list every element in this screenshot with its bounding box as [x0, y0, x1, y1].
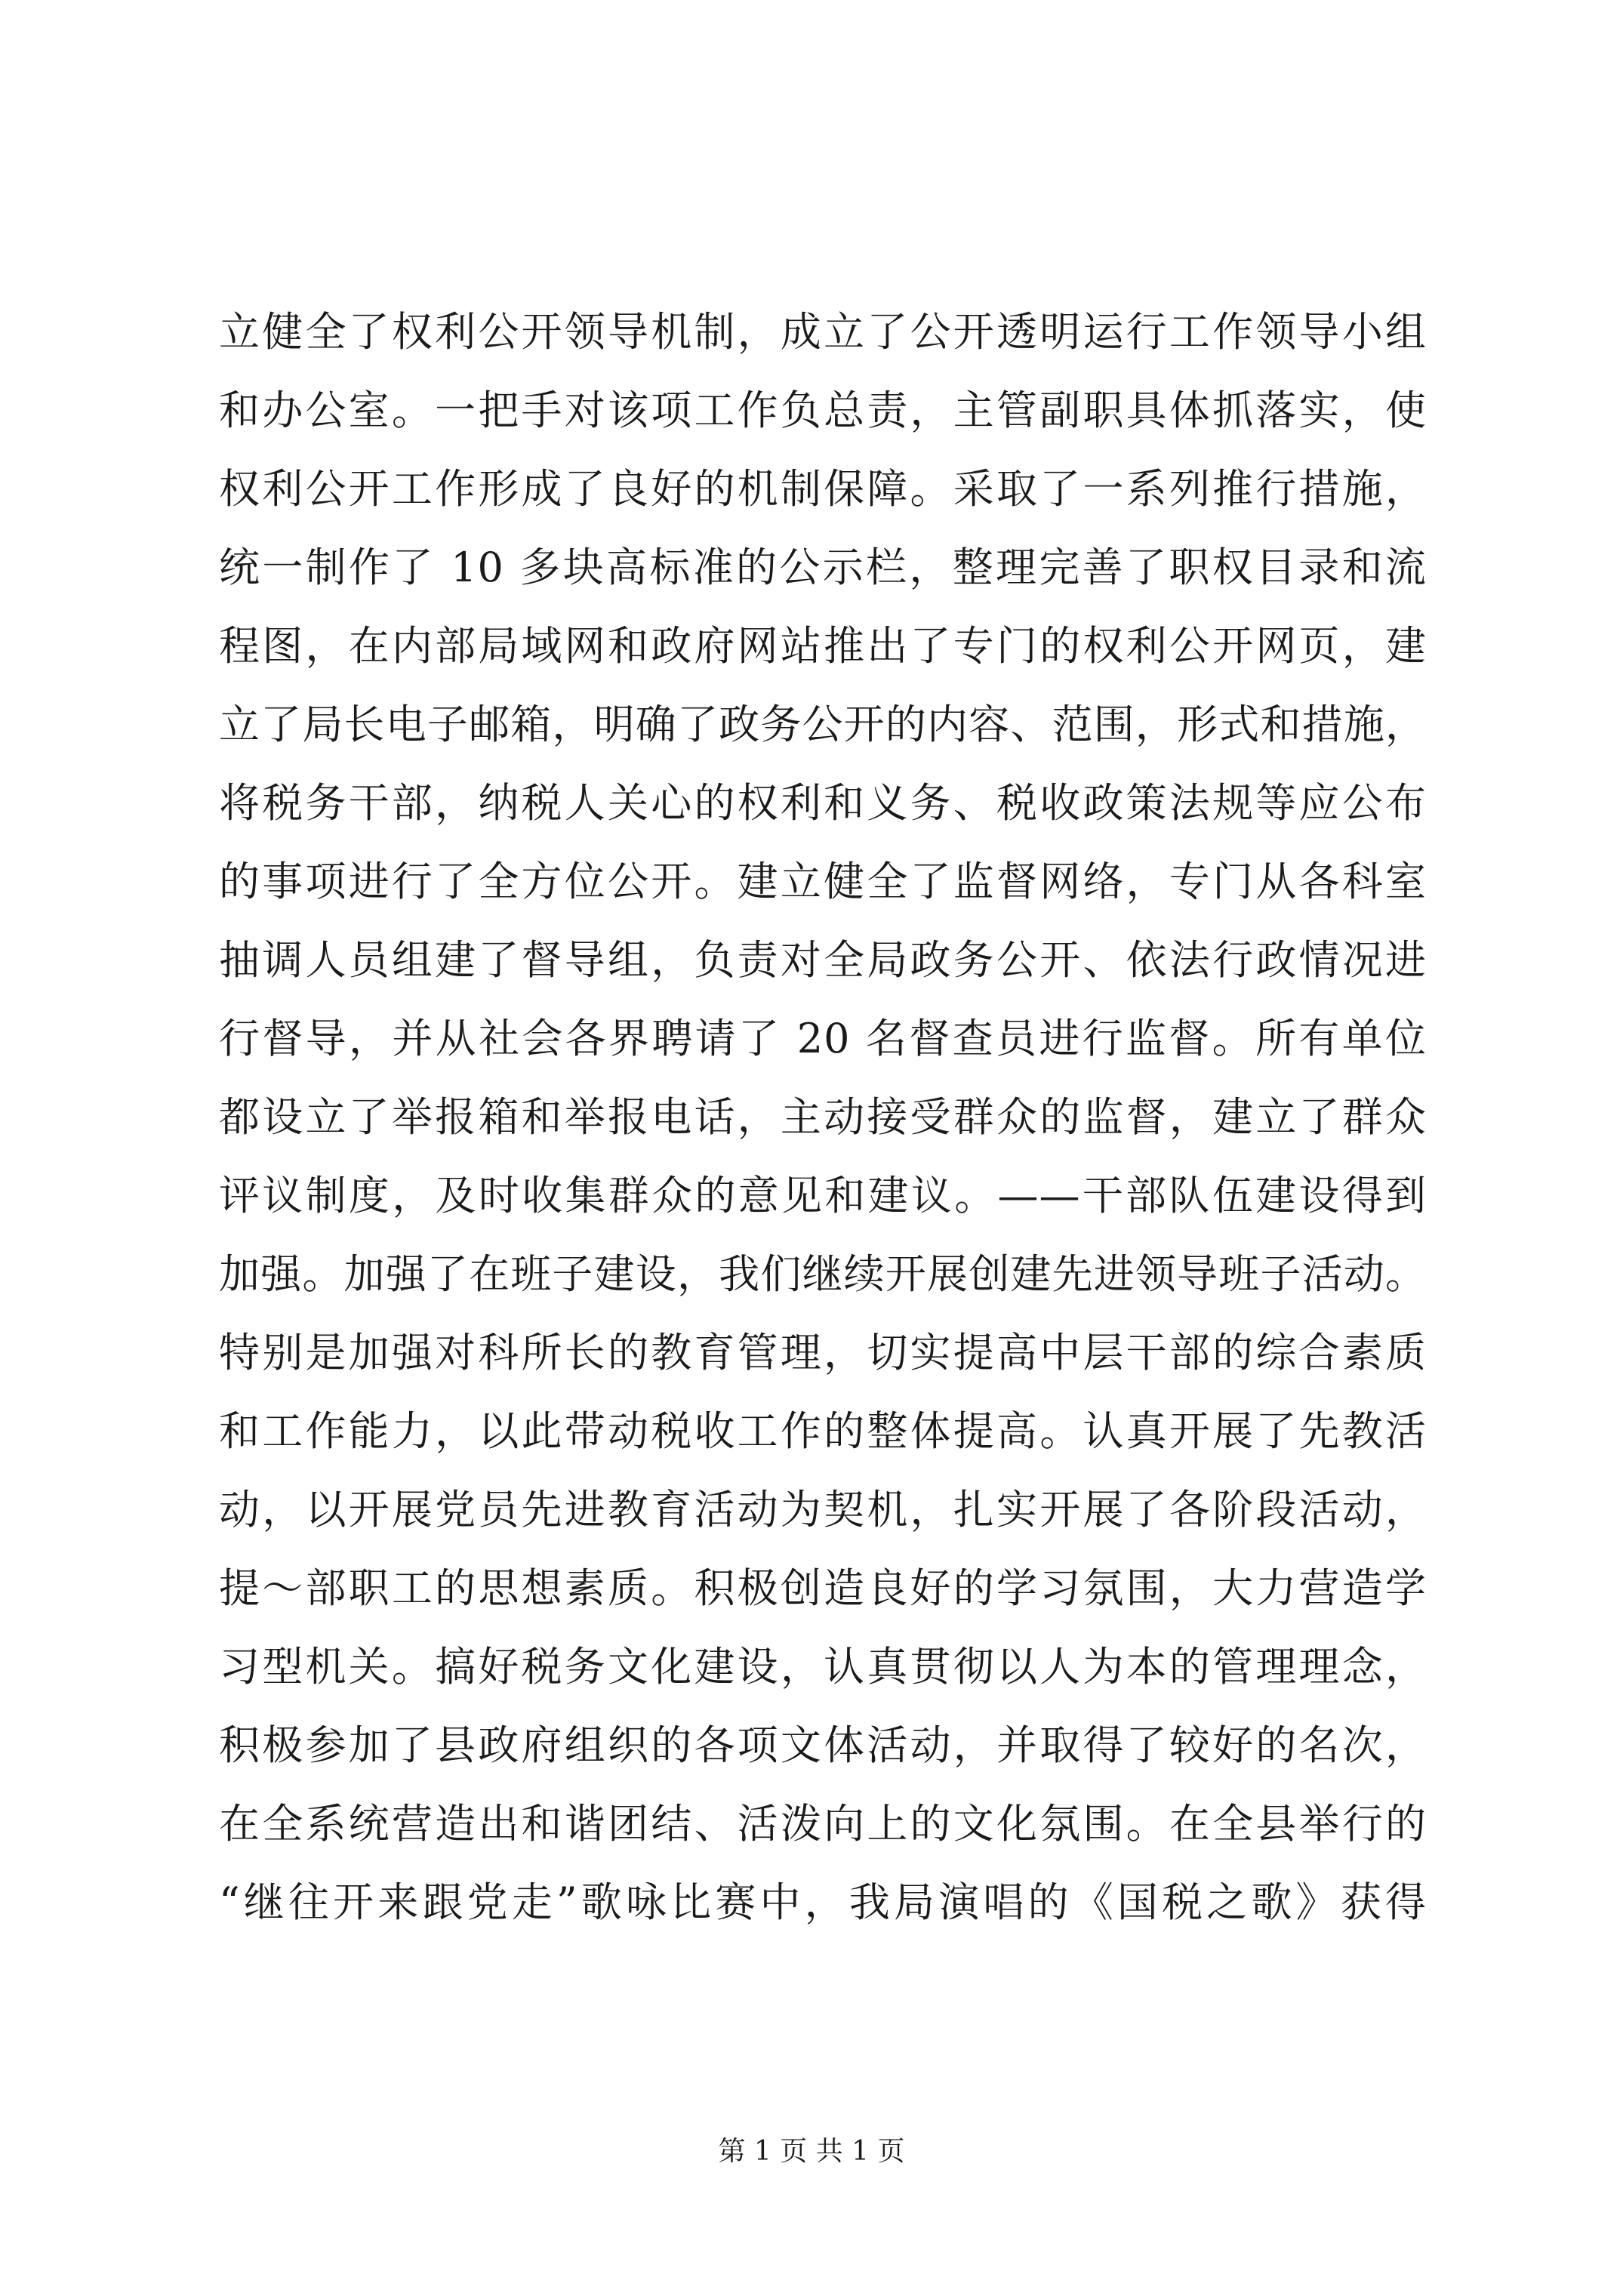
text-line: 加强。加强了在班子建设，我们继续开展创建先进领导班子活动。 [219, 1250, 1427, 1298]
text-line: 将税务干部，纳税人关心的权利和义务、税收政策法规等应公布 [219, 779, 1427, 827]
text-line: 的事项进行了全方位公开。建立健全了监督网络，专门从各科室 [219, 858, 1427, 905]
text-line: 动，以开展党员先进教育活动为契机，扎实开展了各阶段活动， [219, 1486, 1427, 1533]
text-line: 行督导，并从社会各界聘请了 20 名督查员进行监督。所有单位 [219, 1015, 1427, 1062]
text-line: 程图，在内部局域网和政府网站推出了专门的权利公开网页，建 [219, 622, 1427, 670]
text-line: 在全系统营造出和谐团结、活泼向上的文化氛围。在全县举行的 [219, 1800, 1427, 1848]
text-line: 统一制作了 10 多块高标准的公示栏，整理完善了职权目录和流 [219, 544, 1427, 591]
text-line: 权利公开工作形成了良好的机制保障。采取了一系列推行措施， [219, 465, 1427, 513]
text-line: 和工作能力，以此带动税收工作的整体提高。认真开展了先教活 [219, 1407, 1427, 1455]
text-line: 提～部职工的思想素质。积极创造良好的学习氛围，大力营造学 [219, 1564, 1427, 1612]
text-line: 和办公室。一把手对该项工作负总责，主管副职具体抓落实，使 [219, 387, 1427, 434]
text-line: 评议制度，及时收集群众的意见和建议。——干部队伍建设得到 [219, 1172, 1427, 1219]
text-line: 习型机关。搞好税务文化建设，认真贯彻以人为本的管理理念， [219, 1643, 1427, 1690]
text-line: 积极参加了县政府组织的各项文体活动，并取得了较好的名次， [219, 1721, 1427, 1769]
page-footer [0, 2129, 1623, 2174]
text-line: 都设立了举报箱和举报电话，主动接受群众的监督，建立了群众 [219, 1093, 1427, 1141]
text-line: 特别是加强对科所长的教育管理，切实提高中层干部的综合素质 [219, 1329, 1427, 1376]
text-line: 抽调人员组建了督导组，负责对全局政务公开、依法行政情况进 [219, 936, 1427, 984]
body-text [219, 293, 1427, 1942]
text-line: 立健全了权利公开领导机制，成立了公开透明运行工作领导小组 [219, 308, 1427, 356]
text-line: 立了局长电子邮箱，明确了政务公开的内容、范围，形式和措施， [219, 701, 1427, 748]
text-line: “继往开来跟党走”歌咏比赛中，我局演唱的《国税之歌》获得 [219, 1878, 1427, 1926]
page-number-label: 第 1 页 共 1 页 [718, 2136, 905, 2167]
